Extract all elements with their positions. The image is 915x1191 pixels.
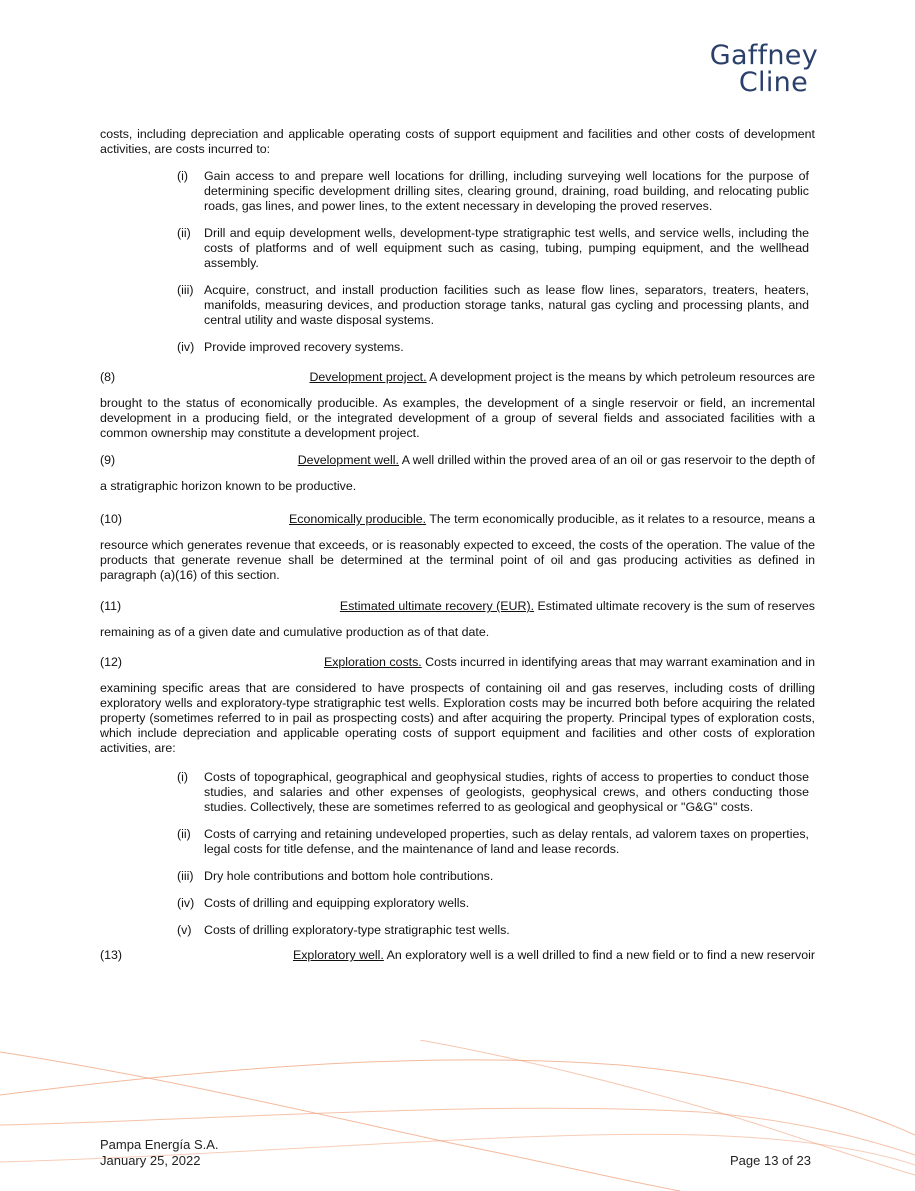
definition-lead: Estimated ultimate recovery is the sum of reserves <box>534 599 815 613</box>
definition-number: (10) <box>100 512 123 526</box>
footer-left <box>100 1137 219 1169</box>
definition-term: Economically producible. <box>289 512 427 526</box>
list-item-text: Costs of topographical, geographical and geophysical studies, rights of access to properties to conduct those studies, and salaries and other expenses of geologists, geophysical crews, and others conducting those studies. Collectively, these are sometimes referred to as geological and geophysical or "G&G" costs. <box>204 770 809 814</box>
definition-8-body: brought to the status of economically producible. As examples, the development of a single reservoir or field, an incremental development in a producing field, or the integrated development of a group of several fields and associated facilities with a common ownership may constitute a development project. <box>100 396 815 440</box>
list-item <box>100 770 815 815</box>
list-item-text: Dry hole contributions and bottom hole contributions. <box>204 869 494 883</box>
definition-11-heading <box>100 599 815 614</box>
list-item-number: (i) <box>177 770 189 784</box>
list-item-number: (iii) <box>177 869 194 883</box>
list-item-number: (iv) <box>177 340 195 354</box>
list-item <box>100 226 815 271</box>
list-item-text: Acquire, construct, and install production facilities such as lease flow lines, separators, treaters, heaters, manifolds, measuring devices, and production storage tanks, natural gas cycling and processing plants, and central utility and waste disposal systems. <box>204 283 809 327</box>
definition-13-heading <box>100 948 815 963</box>
definition-10-body: resource which generates revenue that exceeds, or is reasonably expected to exceed, the costs of the operation. The value of the products that generate revenue shall be determined at the terminal point of oil and gas producing activities as defined in paragraph (a)(16) of this section. <box>100 538 815 582</box>
list-item <box>100 169 815 214</box>
list-item-text: Costs of drilling exploratory-type stratigraphic test wells. <box>204 923 510 937</box>
definition-9-heading <box>100 453 815 468</box>
definition-9-body: a stratigraphic horizon known to be productive. <box>100 479 357 493</box>
footer-date: January 25, 2022 <box>100 1153 201 1168</box>
list-item-number: (v) <box>177 923 192 937</box>
intro-paragraph: costs, including depreciation and applicable operating costs of support equipment and facilities and other costs of development activities, are costs incurred to: <box>100 127 815 156</box>
list-item-number: (iii) <box>177 283 194 297</box>
document-body <box>100 127 815 974</box>
list-item-text: Costs of carrying and retaining undeveloped properties, such as delay rentals, ad valorem taxes on properties, legal costs for title defense, and the maintenance of land and lease records. <box>204 827 809 856</box>
footer-company: Pampa Energía S.A. <box>100 1137 219 1152</box>
definition-lead: A development project is the means by which petroleum resources are <box>426 370 815 384</box>
logo-line-1: Gaffney <box>709 40 818 71</box>
definition-12-heading <box>100 655 815 670</box>
definition-10-heading <box>100 512 815 527</box>
definition-lead: An exploratory well is a well drilled to find a new field or to find a new reservoir <box>383 948 815 962</box>
list-item-number: (i) <box>177 169 189 183</box>
definition-term: Estimated ultimate recovery (EUR). <box>339 599 535 613</box>
definition-11-body: remaining as of a given date and cumulative production as of that date. <box>100 625 490 639</box>
list-item <box>100 340 815 355</box>
definition-number: (9) <box>100 453 116 467</box>
page-number: Page 13 of 23 <box>730 1153 811 1168</box>
list-item <box>100 923 815 938</box>
list-item <box>100 869 815 884</box>
list-item-text: Provide improved recovery systems. <box>204 340 404 354</box>
definition-lead: A well drilled within the proved area of an oil or gas reservoir to the depth of <box>398 453 815 467</box>
list-item-number: (ii) <box>177 827 191 841</box>
logo-line-2: Cline <box>738 67 808 98</box>
development-costs-list <box>100 169 815 355</box>
list-item-text: Gain access to and prepare well locations for drilling, including surveying well locations for the purpose of determining specific development drilling sites, clearing ground, draining, road building, and relocating public roads, gas lines, and power lines, to the extent necessary in developing the proved reserves. <box>204 169 809 213</box>
definition-term: Development project. <box>309 370 427 384</box>
definition-lead: Costs incurred in identifying areas that may warrant examination and in <box>421 655 815 669</box>
list-item-text: Drill and equip development wells, development-type stratigraphic test wells, and service wells, including the costs of platforms and of well equipment such as casing, tubing, pumping equipment, and the wellhead assembly. <box>204 226 809 270</box>
definition-term: Exploration costs. <box>323 655 422 669</box>
list-item-number: (ii) <box>177 226 191 240</box>
definition-term: Exploratory well. <box>292 948 384 962</box>
exploration-costs-list <box>100 770 815 938</box>
list-item <box>100 827 815 857</box>
definition-term: Development well. <box>297 453 399 467</box>
list-item <box>100 896 815 911</box>
definition-lead: The term economically producible, as it relates to a resource, means a <box>426 512 815 526</box>
wave-line <box>0 1060 915 1135</box>
company-logo <box>700 42 818 96</box>
definition-number: (13) <box>100 948 123 962</box>
list-item-number: (iv) <box>177 896 195 910</box>
definition-number: (8) <box>100 370 116 384</box>
definition-number: (11) <box>100 599 122 613</box>
definition-number: (12) <box>100 655 123 669</box>
list-item <box>100 283 815 328</box>
list-item-text: Costs of drilling and equipping exploratory wells. <box>204 896 470 910</box>
definition-12-body: examining specific areas that are considered to have prospects of containing oil and gas reserves, including costs of drilling exploratory wells and exploratory-type stratigraphic test wells. Exploration costs may be incurred both before acquiring the related property (sometimes referred to in pail as prospecting costs) and after acquiring the property. Principal types of exploration costs, which include depreciation and applicable operating costs of support equipment and facilities and other costs of exploration activities, are: <box>100 681 815 755</box>
definition-8-heading <box>100 370 815 385</box>
